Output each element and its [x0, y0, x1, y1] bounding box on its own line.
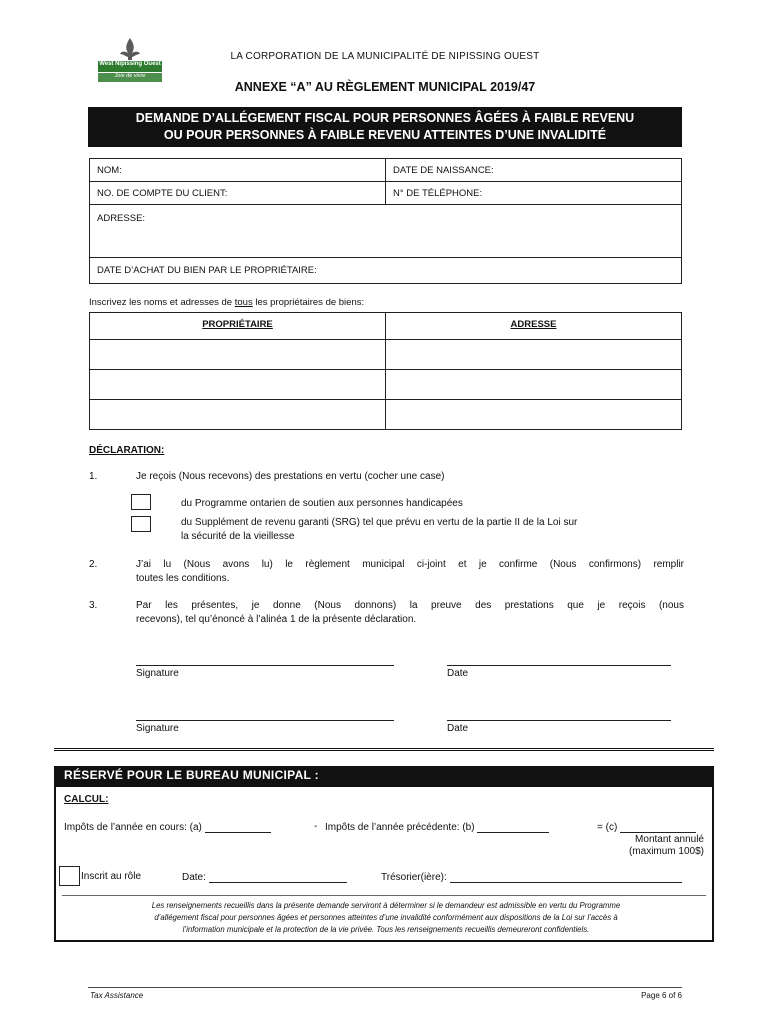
calc-label: CALCUL:	[64, 794, 109, 805]
treasurer-label: Trésorier(ière):	[381, 872, 447, 883]
previous-tax-input[interactable]	[477, 821, 549, 833]
purchase-date-field[interactable]	[89, 257, 682, 284]
account-number-field[interactable]	[89, 181, 386, 205]
roll-checkbox[interactable]	[59, 866, 80, 886]
name-label: NOM:	[97, 165, 122, 176]
item-3-number: 3.	[89, 600, 98, 611]
applicant-info-table	[89, 158, 682, 284]
date-label-2: Date	[447, 723, 469, 734]
date-line-1[interactable]	[447, 665, 671, 666]
owner-cell[interactable]	[89, 369, 386, 400]
maximum-label: (maximum 100$)	[628, 846, 704, 857]
item-2-line2: toutes les conditions.	[136, 573, 230, 584]
owners-header-owner	[89, 312, 386, 340]
birth-date-field[interactable]	[385, 158, 682, 182]
item-1-number: 1.	[89, 471, 98, 482]
owners-header-address	[385, 312, 682, 340]
option-gis-label-line1: du Supplément de revenu garanti (SRG) tel que prévu en vertu de la partie II de la Loi sur	[181, 517, 578, 528]
owner-address-cell[interactable]	[385, 339, 682, 370]
col-owner: PROPRIÉTAIRE	[202, 319, 273, 330]
section-divider	[54, 748, 714, 751]
phone-field[interactable]	[385, 181, 682, 205]
amount-cancelled-label: Montant annulé	[635, 834, 704, 845]
option-odsp-checkbox[interactable]	[131, 494, 151, 510]
current-tax-label: Impôts de l’année en cours: (a)	[64, 822, 202, 833]
minus-sign: -	[314, 821, 318, 832]
phone-label: N° DE TÉLÉPHONE:	[393, 188, 483, 199]
owner-cell[interactable]	[89, 399, 386, 430]
option-odsp-label: du Programme ontarien de soutien aux personnes handicapées	[181, 498, 463, 509]
signature-line-1[interactable]	[136, 665, 394, 666]
privacy-note-line1: Les renseignements recueillis dans la présente demande serviront à déterminer si le demandeur est admissible en vertu du Programme	[151, 901, 621, 910]
owners-instruction	[89, 297, 364, 308]
owner-address-cell[interactable]	[385, 399, 682, 430]
banner-line-1: DEMANDE D’ALLÉGEMENT FISCAL POUR PERSONNES ÂGÉES À FAIBLE REVENU	[135, 111, 635, 125]
annex-title: ANNEXE “A” AU RÈGLEMENT MUNICIPAL 2019/47	[234, 80, 536, 94]
organization-name: LA CORPORATION DE LA MUNICIPALITÉ DE NIPISSING OUEST	[230, 51, 540, 62]
owners-table	[89, 312, 682, 430]
option-gis-checkbox[interactable]	[131, 516, 151, 532]
treasurer-input[interactable]	[450, 871, 682, 883]
privacy-note-line2: d’allégement fiscal pour personnes âgées et personnes atteintes d’une invalidité conformément aux dispositions de la Loi sur l’accès à	[154, 913, 618, 922]
item-2-number: 2.	[89, 559, 98, 570]
footer-rule	[88, 987, 682, 988]
account-number-label: NO. DE COMPTE DU CLIENT:	[97, 188, 228, 199]
calc-row	[64, 821, 271, 833]
office-date-group	[182, 871, 347, 883]
office-date-label: Date:	[182, 872, 206, 883]
current-tax-input[interactable]	[205, 821, 271, 833]
privacy-note	[72, 900, 700, 936]
privacy-note-line3: l’information municipale et la protection de la vie privée. Tous les renseignements recueillis demeureront confidentiels.	[182, 925, 590, 934]
result-input[interactable]	[620, 821, 696, 833]
signature-label-1: Signature	[136, 668, 179, 679]
address-field[interactable]	[89, 204, 682, 258]
footer-left: Tax Assistance	[90, 991, 144, 1000]
equals-c-label: = (c)	[597, 822, 618, 833]
signature-line-2[interactable]	[136, 720, 394, 721]
note-divider	[62, 895, 706, 896]
option-gis-label-line2: la sécurité de la vieillesse	[181, 531, 295, 542]
date-label-1: Date	[447, 668, 469, 679]
birth-date-label: DATE DE NAISSANCE:	[393, 165, 494, 176]
owners-instruction-pre: Inscrivez les noms et adresses de	[89, 297, 235, 308]
signature-label-2: Signature	[136, 723, 179, 734]
logo-tagline: Joie de vivre	[114, 73, 146, 79]
roll-label: Inscrit au rôle	[81, 871, 142, 882]
treasurer-group	[381, 871, 682, 883]
form-title-banner	[88, 107, 682, 147]
address-label: ADRESSE:	[97, 213, 146, 224]
owners-instruction-post: les propriétaires de biens:	[252, 297, 365, 308]
owners-instruction-all: tous	[234, 297, 253, 308]
logo-text: West Nipissing Ouest	[99, 61, 161, 67]
footer-page: Page 6 of 6	[641, 991, 682, 1000]
declaration-title: DÉCLARATION:	[89, 445, 165, 456]
previous-tax-label: Impôts de l’année précédente: (b)	[325, 822, 475, 833]
purchase-date-label: DATE D’ACHAT DU BIEN PAR LE PROPRIÉTAIRE:	[97, 265, 317, 276]
office-section-title: RÉSERVÉ POUR LE BUREAU MUNICIPAL :	[54, 766, 714, 785]
item-2-line1: J’ai lu (Nous avons lu) le règlement municipal ci-joint et je confirme (Nous confirmons) remplir	[136, 559, 684, 570]
col-address: ADRESSE	[510, 319, 557, 330]
owner-cell[interactable]	[89, 339, 386, 370]
owner-address-cell[interactable]	[385, 369, 682, 400]
date-line-2[interactable]	[447, 720, 671, 721]
banner-line-2: OU POUR PERSONNES À FAIBLE REVENU ATTEINTES D’UNE INVALIDITÉ	[163, 128, 607, 142]
item-1-text: Je reçois (Nous recevons) des prestations en vertu (cocher une case)	[136, 471, 445, 482]
name-field[interactable]	[89, 158, 386, 182]
result-group	[597, 821, 696, 833]
previous-tax-group	[325, 821, 549, 833]
office-date-input[interactable]	[209, 871, 347, 883]
item-3-line1: Par les présentes, je donne (Nous donnons) la preuve des prestations que je reçois (nous	[136, 600, 684, 611]
item-3-line2: recevons), tel qu’énoncé à l’alinéa 1 de la présente déclaration.	[136, 614, 417, 625]
